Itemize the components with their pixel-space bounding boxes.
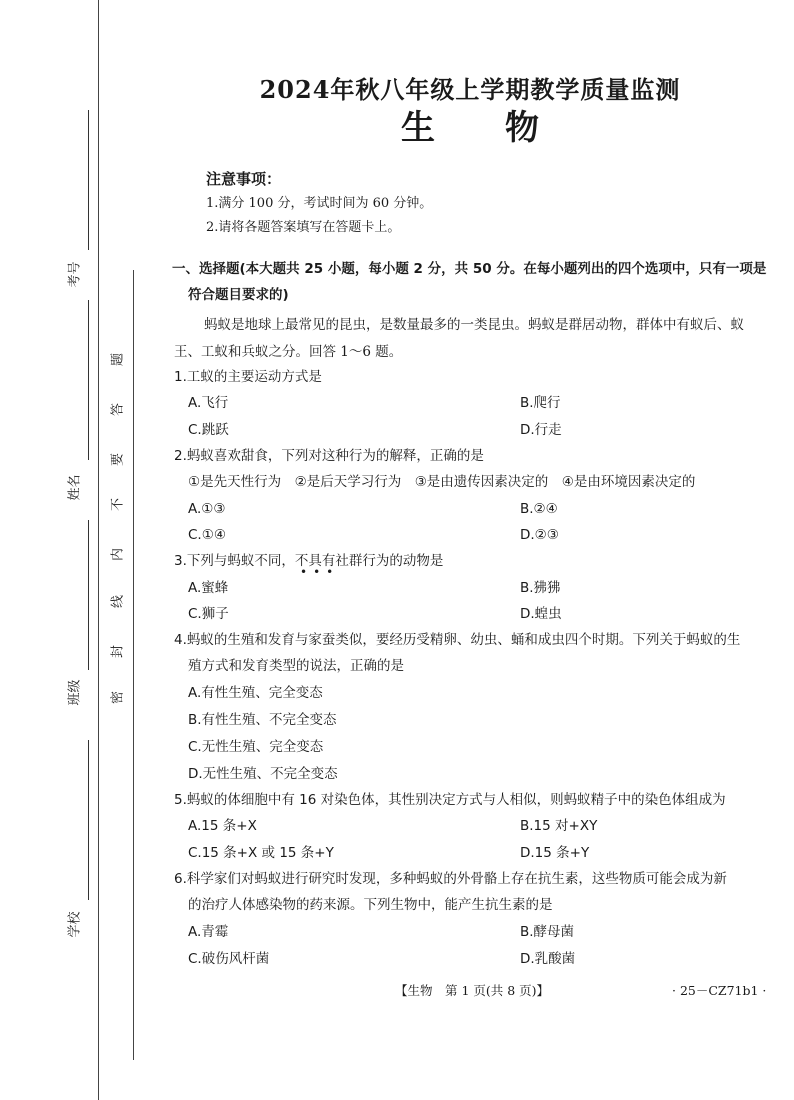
paper-code: · 25－CZ71b1 · (672, 983, 767, 998)
question-stem: 6.科学家们对蚂蚁进行研究时发现，多种蚂蚁的外骨骼上存在抗生素，这些物质可能会成为新 (174, 871, 727, 887)
exam-no-underline (88, 110, 89, 250)
option: D.无性生殖、不完全变态 (188, 766, 338, 782)
passage-line: 蚂蚁是地球上最常见的昆虫，是数量最多的一类昆虫。蚂蚁是群居动物，群体中有蚁后、蚁 (204, 317, 744, 333)
question-stem-cont: ①是先天性行为 ②是后天学习行为 ③是由遗传因素决定的 ④是由环境因素决定的 (188, 474, 696, 490)
option: C.①④ (188, 527, 226, 543)
seal-char: 题 (110, 353, 126, 367)
subject-title: 生物 (401, 108, 609, 148)
option: A.①③ (188, 501, 226, 517)
seal-char: 封 (110, 645, 126, 659)
option: B.15 对+XY (520, 818, 598, 834)
emphasis-dots: ••• (300, 565, 340, 579)
seal-char: 内 (110, 548, 126, 562)
option: D.②③ (520, 527, 559, 543)
passage-line: 王、工蚁和兵蚁之分。回答 1～6 题。 (174, 344, 403, 360)
option: C.狮子 (188, 606, 229, 622)
option: A.15 条+X (188, 818, 257, 834)
question-stem-cont: 殖方式和发育类型的说法，正确的是 (188, 658, 404, 674)
option: A.有性生殖、完全变态 (188, 685, 323, 701)
option: B.酵母菌 (520, 924, 575, 940)
option: A.蜜蜂 (188, 580, 229, 596)
name-underline (88, 300, 89, 460)
option: A.青霉 (188, 924, 229, 940)
seal-char: 线 (110, 595, 126, 609)
notice-item: 2.请将各题答案填写在答题卡上。 (206, 220, 401, 235)
option: B.爬行 (520, 395, 561, 411)
side-class-label: 班级 (67, 679, 83, 706)
option: D.行走 (520, 422, 562, 438)
option: D.蝗虫 (520, 606, 562, 622)
exam-title: 2024年秋八年级上学期教学质量监测 (259, 75, 681, 104)
option: B.有性生殖、不完全变态 (188, 712, 337, 728)
question-stem: 3.下列与蚂蚁不同，不具有社群行为的动物是 (174, 553, 444, 569)
option: B.狒狒 (520, 580, 561, 596)
section-heading-cont: 符合题目要求的) (188, 287, 289, 303)
seal-char: 答 (110, 403, 126, 417)
side-school-label: 学校 (67, 911, 83, 938)
page-footer: 【生物 第 1 页(共 8 页)】 (395, 983, 550, 998)
option: D.乳酸菌 (520, 951, 576, 967)
option: A.飞行 (188, 395, 229, 411)
seal-line (133, 270, 134, 1060)
section-heading: 一、选择题(本大题共 25 小题，每小题 2 分，共 50 分。在每小题列出的四个选项中，只有一项是 (172, 261, 767, 277)
question-stem: 5.蚂蚁的体细胞中有 16 对染色体，其性别决定方式与人相似，则蚂蚁精子中的染色体组成为 (174, 792, 726, 808)
seal-char: 要 (110, 453, 126, 467)
question-stem: 2.蚂蚁喜欢甜食，下列对这种行为的解释，正确的是 (174, 448, 484, 464)
seal-char: 密 (110, 691, 126, 705)
option: B.②④ (520, 501, 558, 517)
school-underline (88, 740, 89, 900)
option: C.无性生殖、完全变态 (188, 739, 324, 755)
notice-title: 注意事项： (206, 170, 282, 188)
option: C.破伤风杆菌 (188, 951, 270, 967)
binding-line (98, 0, 99, 1100)
class-underline (88, 520, 89, 670)
question-stem: 4.蚂蚁的生殖和发育与家蚕类似，要经历受精卵、幼虫、蛹和成虫四个时期。下列关于蚂蚁的生 (174, 632, 741, 648)
question-stem-cont: 的治疗人体感染物的药来源。下列生物中，能产生抗生素的是 (188, 897, 553, 913)
option: C.跳跃 (188, 422, 229, 438)
question-stem: 1.工蚁的主要运动方式是 (174, 369, 322, 385)
option: D.15 条+Y (520, 845, 590, 861)
option: C.15 条+X 或 15 条+Y (188, 845, 334, 861)
notice-item: 1.满分 100 分，考试时间为 60 分钟。 (206, 196, 433, 211)
seal-char: 不 (110, 498, 126, 512)
side-name-label: 姓名 (67, 474, 83, 501)
side-exam-no-label: 考号 (67, 261, 83, 288)
